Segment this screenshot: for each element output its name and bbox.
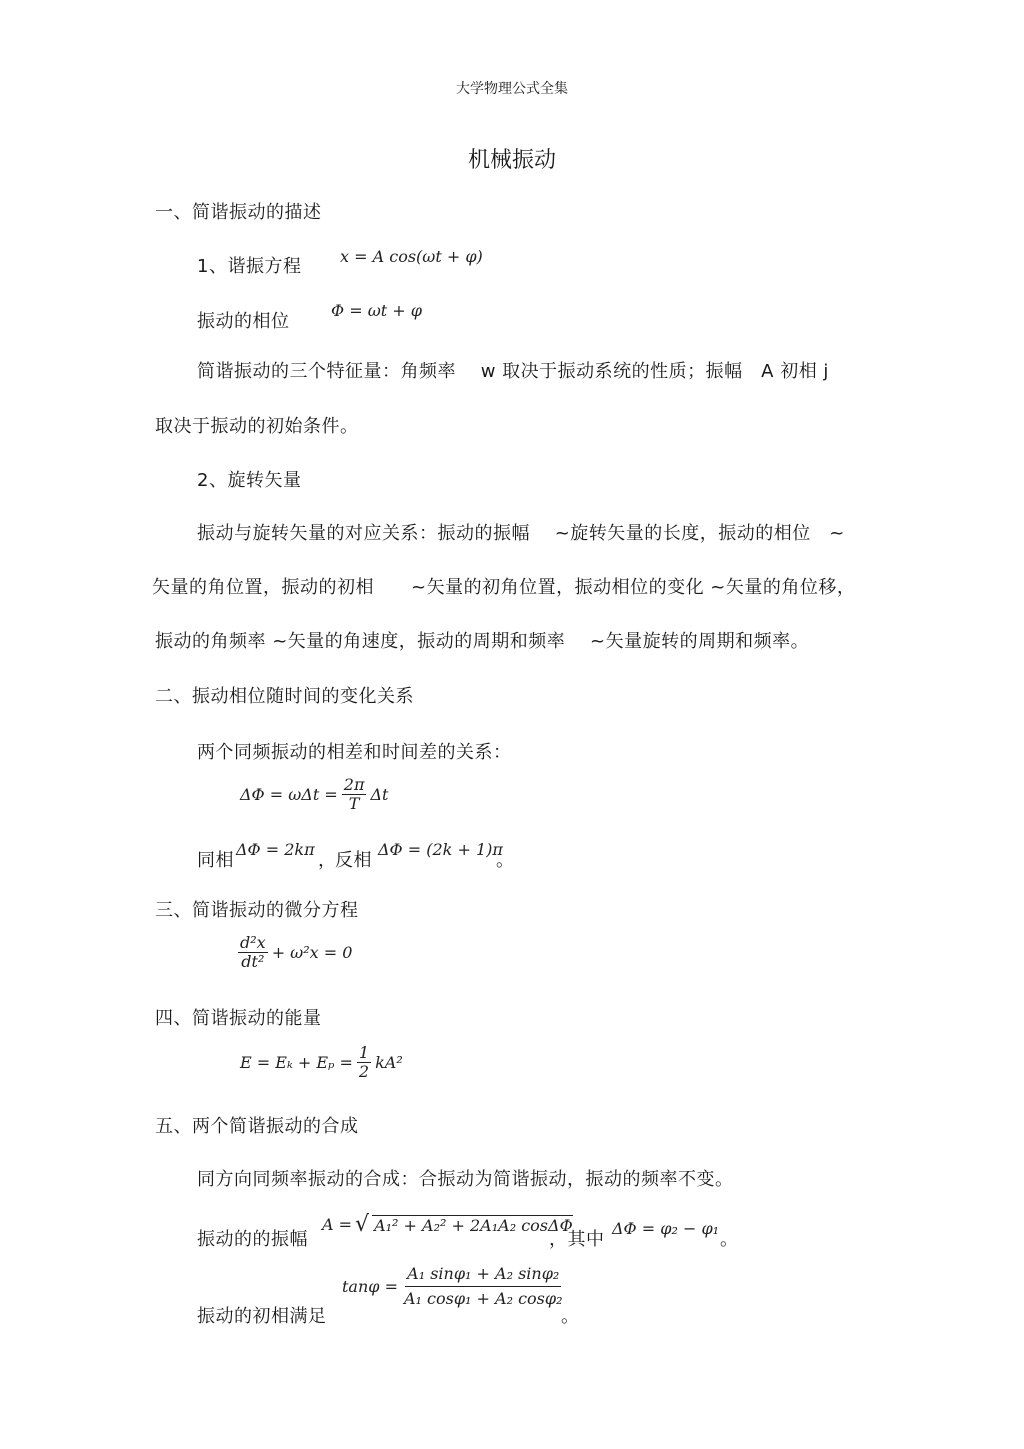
section-1-heading: 一、简谐振动的描述 [155, 202, 322, 223]
fraction-numerator: A₁ sinφ₁ + A₂ sinφ₂ [405, 1265, 561, 1287]
paragraph-vector-line2: 矢量的角位置，振动的初相 ~矢量的初角位置，振动相位的变化 ~矢量的角位移， [152, 577, 856, 598]
phase-time-equation [240, 776, 388, 812]
energy-equation [240, 1044, 403, 1080]
energy-rhs: kA² [375, 1052, 403, 1072]
sqrt-icon: √ [355, 1212, 370, 1237]
amplitude-radicand: A₁² + A₂² + 2A₁A₂ cosΔΦ [374, 1215, 573, 1235]
section-2-intro: 两个同频振动的相差和时间差的关系： [197, 742, 512, 763]
fraction-numerator: 2π [343, 775, 365, 794]
in-phase-label: 同相 [197, 850, 234, 871]
section-2-heading: 二、振动相位随时间的变化关系 [155, 686, 414, 707]
fraction-denominator: A₁ cosφ₁ + A₂ cosφ₂ [403, 1288, 563, 1308]
section-4-heading: 四、简谐振动的能量 [155, 1008, 322, 1029]
tan-equation [342, 1265, 565, 1307]
end-period: 。 [720, 1229, 739, 1250]
phase-time-rhs: Δt [370, 784, 389, 804]
end-period: 。 [561, 1306, 580, 1327]
initial-phase-label: 振动的初相满足 [197, 1306, 327, 1327]
paragraph-vector-line3: 振动的角频率 ~矢量的角速度，振动的周期和频率 ~矢量旋转的周期和频率。 [155, 631, 810, 652]
page-header: 大学物理公式全集 [456, 81, 568, 97]
paragraph-features-line1: 简谐振动的三个特征量：角频率 w 取决于振动系统的性质；振幅 A 初相 j [197, 361, 829, 382]
comma-text: ， [318, 850, 337, 871]
tan-fraction [402, 1265, 565, 1307]
amplitude-lhs: A = [322, 1215, 353, 1234]
section-3-heading: 三、简谐振动的微分方程 [155, 900, 359, 921]
one-half-fraction [357, 1044, 371, 1080]
page-title: 机械振动 [467, 148, 556, 173]
amplitude-equation [322, 1212, 573, 1237]
subsection-2-heading: 2、旋转矢量 [197, 470, 302, 491]
section-5-heading: 五、两个简谐振动的合成 [155, 1116, 359, 1137]
two-pi-over-t-fraction [342, 776, 367, 812]
fraction-denominator: T [348, 793, 360, 813]
second-derivative-fraction [238, 934, 268, 970]
anti-phase-label: 反相 [335, 850, 372, 871]
differential-equation [238, 934, 352, 970]
fraction-denominator: dt² [241, 951, 265, 971]
in-phase-equation: ΔΦ = 2kπ [236, 840, 315, 859]
phase-time-lhs: ΔΦ = ωΔt = [240, 784, 338, 804]
phase-label: 振动的相位 [197, 311, 290, 332]
differential-rhs: + ω²x = 0 [271, 942, 353, 962]
paragraph-features-line2: 取决于振动的初始条件。 [155, 416, 359, 437]
paragraph-vector-line1: 振动与旋转矢量的对应关系：振动的振幅 ~旋转矢量的长度，振动的相位 ~ [197, 523, 845, 544]
phase-equation: Φ = ωt + φ [331, 301, 422, 320]
fraction-numerator: 1 [358, 1043, 370, 1062]
where-text: ，其中 [549, 1229, 605, 1250]
end-period: 。 [496, 850, 515, 871]
tan-lhs: tanφ = [342, 1276, 398, 1296]
fraction-numerator: d²x [240, 933, 266, 952]
energy-lhs: E = Eₖ + Eₚ = [240, 1052, 353, 1072]
phase-difference-equation: ΔΦ = φ₂ − φ₁ [612, 1219, 720, 1238]
subsection-1-heading: 1、谐振方程 [197, 256, 302, 277]
amplitude-label: 振动的的振幅 [197, 1229, 308, 1250]
section-5-intro: 同方向同频率振动的合成：合振动为简谐振动，振动的频率不变。 [197, 1169, 734, 1190]
harmonic-equation: x = A cos(ωt + φ) [340, 247, 483, 266]
fraction-denominator: 2 [358, 1061, 370, 1081]
anti-phase-equation: ΔΦ = (2k + 1)π [378, 840, 503, 859]
